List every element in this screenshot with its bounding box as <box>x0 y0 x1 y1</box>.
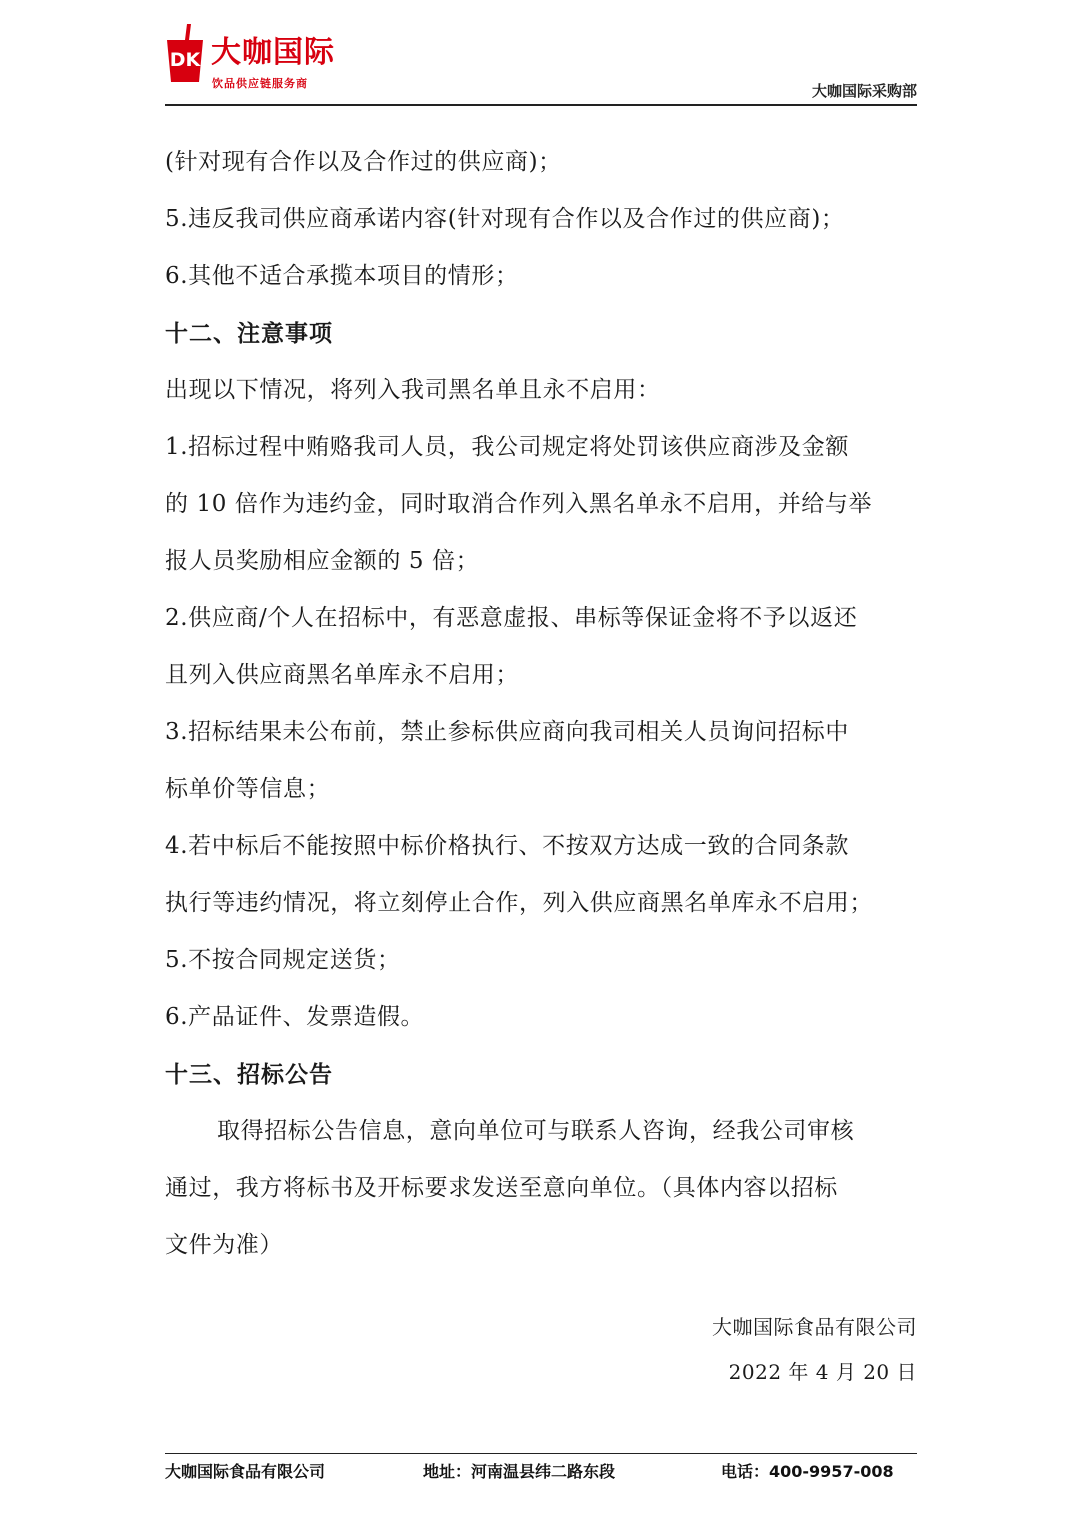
page-footer <box>165 1453 917 1486</box>
body-line: 标单价等信息； <box>165 776 331 802</box>
footer-phone: 电话：400-9957-008 <box>721 1462 894 1481</box>
svg-text:DK: DK <box>169 49 201 71</box>
body-line: 5.违反我司供应商承诺内容(针对现有合作以及合作过的供应商)； <box>165 206 845 232</box>
footer-company: 大咖国际食品有限公司 <box>165 1462 326 1481</box>
section-heading: 十二、注意事项 <box>165 320 333 347</box>
body-line: 报人员奖励相应金额的 5 倍； <box>165 548 480 574</box>
body-line: 4.若中标后不能按照中标价格执行、不按双方达成一致的合同条款 <box>165 833 849 859</box>
body-line: 文件为准） <box>165 1232 283 1258</box>
department-label: 大咖国际采购部 <box>811 82 917 100</box>
body-line: 3.招标结果未公布前，禁止参标供应商向我司相关人员询问招标中 <box>165 719 849 745</box>
body-line: 5.不按合同规定送货； <box>165 947 401 973</box>
body-line: 1.招标过程中贿赂我司人员，我公司规定将处罚该供应商涉及金额 <box>165 434 849 460</box>
logo-tagline: 饮品供应链服务商 <box>212 77 308 90</box>
dk-logo-icon <box>165 22 205 84</box>
body-line: 2.供应商/个人在招标中，有恶意虚报、串标等保证金将不予以返还 <box>165 605 858 631</box>
body-line: 6.产品证件、发票造假。 <box>165 1004 425 1030</box>
body-line: 且列入供应商黑名单库永不启用； <box>165 662 519 688</box>
section-heading: 十三、招标公告 <box>165 1061 333 1088</box>
document-body <box>165 134 920 1274</box>
body-line: 的 10 倍作为违约金，同时取消合作列入黑名单永不启用，并给与举 <box>165 491 873 517</box>
signature-date: 2022 年 4 月 20 日 <box>728 1360 917 1384</box>
body-line: (针对现有合作以及合作过的供应商)； <box>165 149 562 175</box>
body-line: 执行等违约情况，将立刻停止合作，列入供应商黑名单库永不启用； <box>165 890 873 916</box>
footer-address: 地址：河南温县纬二路东段 <box>423 1462 616 1481</box>
body-line: 通过，我方将标书及开标要求发送至意向单位。（具体内容以招标 <box>165 1175 838 1201</box>
logo-text: 大咖国际 <box>211 35 335 70</box>
signature-company: 大咖国际食品有限公司 <box>712 1315 917 1339</box>
body-line: 6.其他不适合承揽本项目的情形； <box>165 263 519 289</box>
body-line: 出现以下情况，将列入我司黑名单且永不启用： <box>165 377 661 403</box>
page-header <box>165 22 917 106</box>
body-line: 取得招标公告信息，意向单位可与联系人咨询，经我公司审核 <box>217 1118 855 1144</box>
